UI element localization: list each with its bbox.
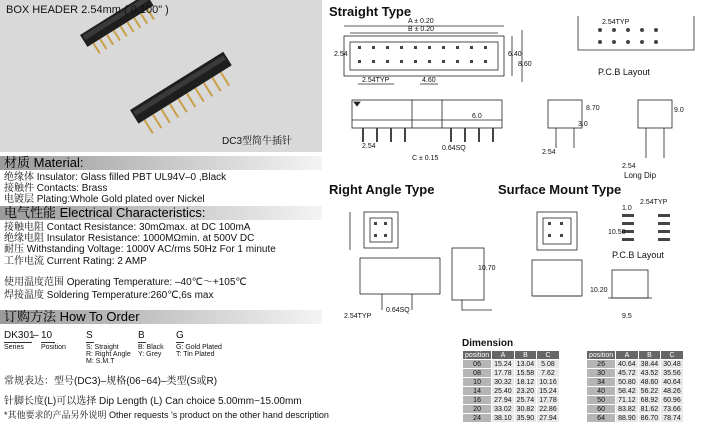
order-expression: 常规表达：型号(DC3)–规格(06~64)–类型(S或R) [4,376,218,387]
electrical-line: 工作电流 Current Rating: 2 AMP [4,256,147,267]
dim-254c: 2.54 [542,149,556,156]
material-line: 接触件 Contacts: Brass [4,183,108,194]
right-angle-title: Right Angle Type [329,182,435,197]
dim-254b: 2.54 [362,143,376,150]
dim-254typ-ra: 2.54TYP [344,313,372,320]
dim-460: 4.60 [422,77,436,84]
table-row: 60 83.82 81.62 73.66 [587,405,684,414]
dim-254typ: 2.54TYP [362,77,390,84]
dim-95: 9.5 [622,313,632,320]
electrical-heading: 电气性能 Electrical Characteristics: [4,205,206,220]
dim-1070: 10.70 [478,265,496,272]
dim-870: 8.70 [586,105,600,112]
product-photo-panel [0,0,322,152]
col-header: B [514,351,537,360]
dim-a: A ± 0.20 [408,18,434,25]
color-option: B: Black [138,344,164,351]
photo-caption: DC3型简牛插针 [222,136,293,147]
plating-option: T: Tin Plated [176,351,215,358]
table-row: 24 38.10 35.90 27.94 [463,414,560,423]
order-code-plating: G [176,330,184,341]
order-heading-bar [0,310,322,324]
order-other: *其他要求的产品另外说明 Other requests 's product on the other hand description [4,410,329,420]
dim-254typ-pcb: 2.54TYP [602,19,630,26]
material-heading-bar [0,156,322,170]
table-row: 30 45.72 43.52 35.56 [587,369,684,378]
order-dip-length: 针脚长度(L)可以选择 Dip Length (L) Can choice 5.00mm~15.00mm [4,396,302,407]
dim-60: 6.0 [472,113,482,120]
dim-1020: 10.20 [590,287,608,294]
table-row: 64 88.90 86.70 78.74 [587,414,684,423]
order-code-sep: – [33,330,39,341]
long-dip-label: Long Dip [624,171,657,180]
electrical-line: 耐压 Withstanding Voltage: 1000V AC/rms 50Hz For 1 minute [4,244,276,255]
pcb-layout-smt-label: P.C.B Layout [612,250,664,260]
dim-10: 1.0 [622,205,632,212]
technical-drawings [322,0,706,330]
table-row: 50 71.12 68.92 60.96 [587,396,684,405]
col-header: position [587,351,616,360]
type-option: M: S.M.T [86,358,115,365]
col-header: B [638,351,661,360]
electrical-line: 焊接温度 Soldering Temperature:260℃,6s max [4,290,214,301]
order-code-color: B [138,330,145,341]
order-heading: 订购方法 How To Order [4,309,140,324]
dim-254d: 2.54 [622,163,636,170]
electrical-line: 使用温度范围 Operating Temperature: –40℃～+105℃ [4,277,247,288]
dim-640: 6.40 [508,51,522,58]
order-code-type: S [86,330,93,341]
material-heading: 材质 Material: [4,155,84,170]
table-row: 26 40.64 38.44 30.48 [587,360,684,369]
dim-1050: 10.50 [608,229,626,236]
electrical-heading-bar [0,206,322,220]
material-line: 电镀层 Plating:Whole Gold plated over Nickel [4,194,205,205]
dim-254: 2.54 [334,51,348,58]
dim-064sq: 0.64SQ [442,145,466,152]
dim-b: B ± 0.20 [408,26,435,33]
straight-type-title: Straight Type [329,4,412,19]
dim-064sq-ra: 0.64SQ [386,307,410,314]
dimension-table-left [462,350,560,423]
type-option: S: Straight [86,344,119,351]
order-code-position: 10 [41,330,53,341]
series-label: Series [4,344,24,351]
smt-title: Surface Mount Type [498,182,622,197]
dim-c: C ± 0.15 [412,155,439,162]
dim-30: 3.0 [578,121,588,128]
order-code-series: DK301 [4,330,35,341]
col-header: C [537,351,560,360]
header-title: BOX HEADER 2.54mm ( 0.100" ) [6,4,169,16]
electrical-line: 接触电阻 Contact Resistance: 30mΩmax. at DC 100mA [4,222,251,233]
product-photo [0,0,322,152]
dimension-title: Dimension [462,338,514,349]
col-header: A [616,351,639,360]
table-row: 08 17.78 15.58 7.62 [463,369,560,378]
col-header: C [661,351,684,360]
plating-option: G: Gold Plated [176,344,222,351]
table-row: 16 27.94 25.74 17.78 [463,396,560,405]
table-row: 14 25.40 23.20 15.24 [463,387,560,396]
table-row: 10 30.32 18.12 10.16 [463,378,560,387]
position-label: Position [41,344,66,351]
dim-860: 8.60 [518,61,532,68]
dim-254typ-smt: 2.54TYP [640,199,668,206]
type-option: R: Right Angle [86,351,131,358]
table-row: 20 33.02 30.82 22.86 [463,405,560,414]
dim-90: 9.0 [674,107,684,114]
table-row: 34 50.80 48.60 40.64 [587,378,684,387]
table-row: 06 15.24 13.04 5.08 [463,360,560,369]
material-line: 绝缘体 Insulator: Glass filled PBT UL94V–0 ,Black [4,172,227,183]
pcb-layout-label: P.C.B Layout [598,67,650,77]
col-header: position [463,351,492,360]
electrical-line: 绝缘电阻 Insulator Resistance: 1000MΩmin. at 500V DC [4,233,255,244]
dimension-table-right [586,350,684,423]
col-header: A [492,351,515,360]
table-row: 40 58.42 56.22 48.26 [587,387,684,396]
color-option: Y: Grey [138,351,162,358]
